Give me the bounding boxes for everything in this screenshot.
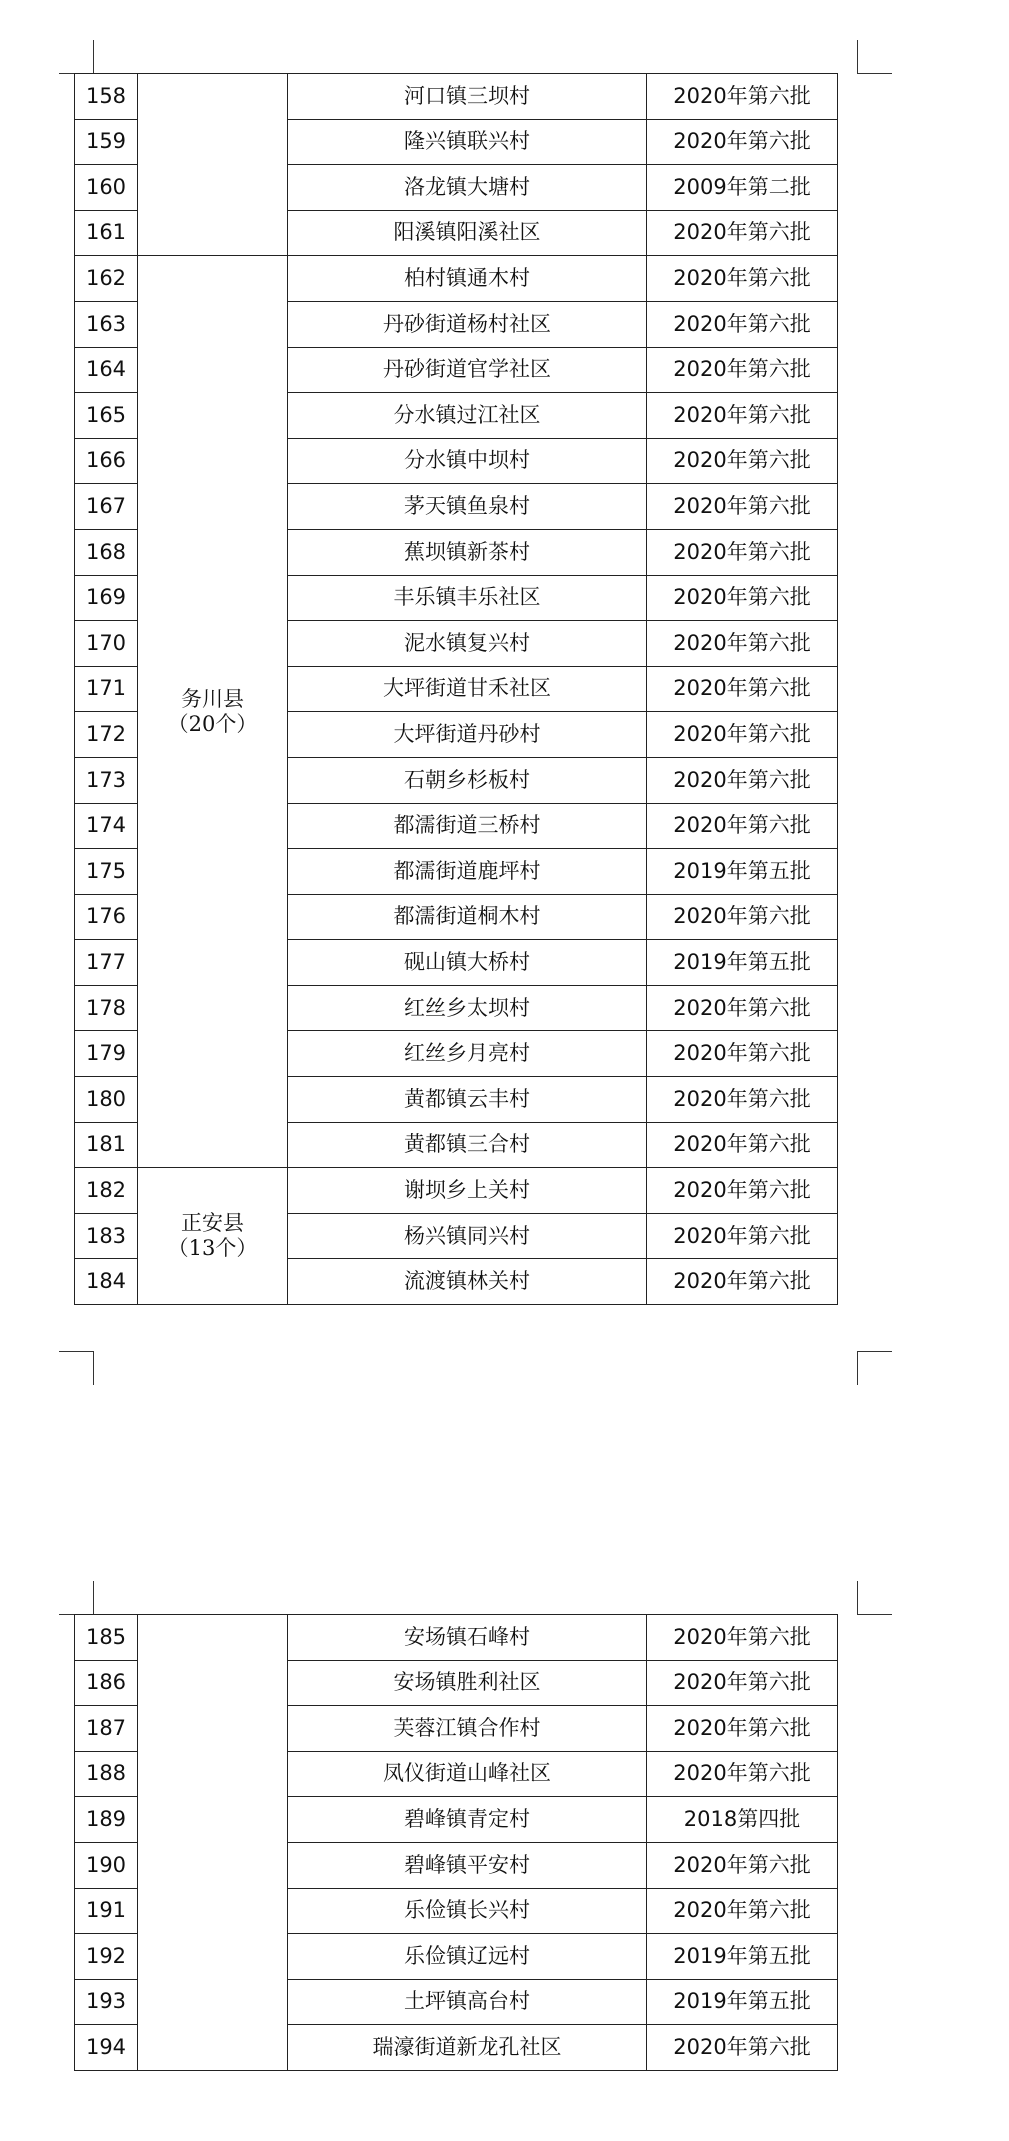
village-name: 杨兴镇同兴村 [288,1213,647,1259]
county-name: 正安县 [181,1210,244,1235]
batch: 2019年第五批 [647,1934,838,1980]
batch: 2020年第六批 [647,347,838,393]
row-number: 173 [75,757,138,803]
batch: 2020年第六批 [647,1842,838,1888]
village-name: 石朝乡杉板村 [288,757,647,803]
village-name: 安场镇胜利社区 [288,1660,647,1706]
village-name: 凤仪街道山峰社区 [288,1751,647,1797]
batch: 2020年第六批 [647,1888,838,1934]
batch: 2020年第六批 [647,894,838,940]
batch: 2020年第六批 [647,985,838,1031]
village-name: 蕉坝镇新茶村 [288,529,647,575]
village-name: 都濡街道桐木村 [288,894,647,940]
village-name: 乐俭镇长兴村 [288,1888,647,1934]
batch: 2020年第六批 [647,2025,838,2071]
batch: 2020年第六批 [647,1706,838,1752]
county-name: 务川县 [181,686,244,711]
row-number: 178 [75,985,138,1031]
county-cell-wuchuan [138,256,288,1168]
batch: 2020年第六批 [647,1660,838,1706]
village-name: 黄都镇三合村 [288,1122,647,1168]
crop-mark-bottom-right-v [857,1351,858,1385]
batch: 2020年第六批 [647,438,838,484]
village-name: 大坪街道丹砂村 [288,712,647,758]
village-name: 丰乐镇丰乐社区 [288,575,647,621]
batch: 2020年第六批 [647,210,838,256]
village-name: 洛龙镇大塘村 [288,165,647,211]
batch: 2020年第六批 [647,119,838,165]
village-name: 都濡街道三桥村 [288,803,647,849]
row-number: 168 [75,529,138,575]
village-name: 丹砂街道官学社区 [288,347,647,393]
batch: 2020年第六批 [647,575,838,621]
row-number: 158 [75,74,138,120]
county-cell-empty [138,74,288,256]
batch: 2020年第六批 [647,529,838,575]
village-name: 土坪镇高台村 [288,1979,647,2025]
crop-mark-bottom-left-v [93,1351,94,1385]
village-name: 瑞濠街道新龙孔社区 [288,2025,647,2071]
row-number: 179 [75,1031,138,1077]
batch: 2020年第六批 [647,1259,838,1305]
village-name: 芙蓉江镇合作村 [288,1706,647,1752]
crop-mark-bottom-left-h [59,1351,94,1352]
batch: 2020年第六批 [647,666,838,712]
village-name: 碧峰镇平安村 [288,1842,647,1888]
batch: 2020年第六批 [647,621,838,667]
crop-mark-top-right-h [857,73,892,74]
county-cell-zhengan [138,1168,288,1305]
row-number: 185 [75,1615,138,1661]
village-name: 隆兴镇联兴村 [288,119,647,165]
village-name: 分水镇中坝村 [288,438,647,484]
row-number: 166 [75,438,138,484]
village-name: 柏村镇通木村 [288,256,647,302]
batch: 2019年第五批 [647,849,838,895]
village-name: 乐俭镇辽远村 [288,1934,647,1980]
row-number: 159 [75,119,138,165]
row-number: 174 [75,803,138,849]
row-number: 171 [75,666,138,712]
crop-mark-bottom-right-h [857,1351,892,1352]
row-number: 160 [75,165,138,211]
row-number: 164 [75,347,138,393]
county-count: （13个） [167,1236,258,1261]
batch: 2020年第六批 [647,1615,838,1661]
row-number: 161 [75,210,138,256]
village-name: 砚山镇大桥村 [288,940,647,986]
batch: 2020年第六批 [647,301,838,347]
row-number: 192 [75,1934,138,1980]
batch: 2020年第六批 [647,757,838,803]
village-name: 阳溪镇阳溪社区 [288,210,647,256]
batch: 2020年第六批 [647,74,838,120]
row-number: 175 [75,849,138,895]
batch: 2020年第六批 [647,1122,838,1168]
row-number: 182 [75,1168,138,1214]
row-number: 165 [75,393,138,439]
batch: 2020年第六批 [647,803,838,849]
row-number: 170 [75,621,138,667]
row-number: 189 [75,1797,138,1843]
batch: 2020年第六批 [647,1213,838,1259]
batch: 2018第四批 [647,1797,838,1843]
row-number: 190 [75,1842,138,1888]
village-name: 大坪街道甘禾社区 [288,666,647,712]
row-number: 163 [75,301,138,347]
crop-mark-p2-top-left-v [93,1581,94,1615]
batch: 2020年第六批 [647,1077,838,1123]
county-count: （20个） [167,711,258,736]
village-table-page1 [74,73,838,1305]
row-number: 180 [75,1077,138,1123]
row-number: 186 [75,1660,138,1706]
table-row [75,74,838,120]
crop-mark-p2-top-right-h [857,1614,892,1615]
batch: 2020年第六批 [647,1168,838,1214]
batch: 2020年第六批 [647,712,838,758]
row-number: 176 [75,894,138,940]
village-name: 丹砂街道杨村社区 [288,301,647,347]
batch: 2020年第六批 [647,484,838,530]
row-number: 194 [75,2025,138,2071]
row-number: 177 [75,940,138,986]
village-name: 都濡街道鹿坪村 [288,849,647,895]
batch: 2019年第五批 [647,1979,838,2025]
batch: 2020年第六批 [647,1751,838,1797]
crop-mark-top-left-v [93,40,94,74]
batch: 2020年第六批 [647,393,838,439]
village-table-page2 [74,1614,838,2071]
batch: 2009年第二批 [647,165,838,211]
row-number: 184 [75,1259,138,1305]
row-number: 172 [75,712,138,758]
village-name: 流渡镇林关村 [288,1259,647,1305]
village-name: 谢坝乡上关村 [288,1168,647,1214]
table-row [75,1168,838,1214]
batch: 2020年第六批 [647,256,838,302]
village-name: 河口镇三坝村 [288,74,647,120]
crop-mark-p2-top-right-v [857,1581,858,1615]
row-number: 162 [75,256,138,302]
village-name: 黄都镇云丰村 [288,1077,647,1123]
table-row [75,256,838,302]
crop-mark-top-right-v [857,40,858,74]
village-name: 碧峰镇青定村 [288,1797,647,1843]
row-number: 191 [75,1888,138,1934]
row-number: 183 [75,1213,138,1259]
village-name: 茅天镇鱼泉村 [288,484,647,530]
row-number: 169 [75,575,138,621]
row-number: 193 [75,1979,138,2025]
village-name: 红丝乡月亮村 [288,1031,647,1077]
row-number: 187 [75,1706,138,1752]
village-name: 安场镇石峰村 [288,1615,647,1661]
county-cell-empty [138,1615,288,2071]
table-row [75,1615,838,1661]
batch: 2020年第六批 [647,1031,838,1077]
village-name: 分水镇过江社区 [288,393,647,439]
row-number: 188 [75,1751,138,1797]
village-name: 红丝乡太坝村 [288,985,647,1031]
village-name: 泥水镇复兴村 [288,621,647,667]
batch: 2019年第五批 [647,940,838,986]
row-number: 181 [75,1122,138,1168]
row-number: 167 [75,484,138,530]
